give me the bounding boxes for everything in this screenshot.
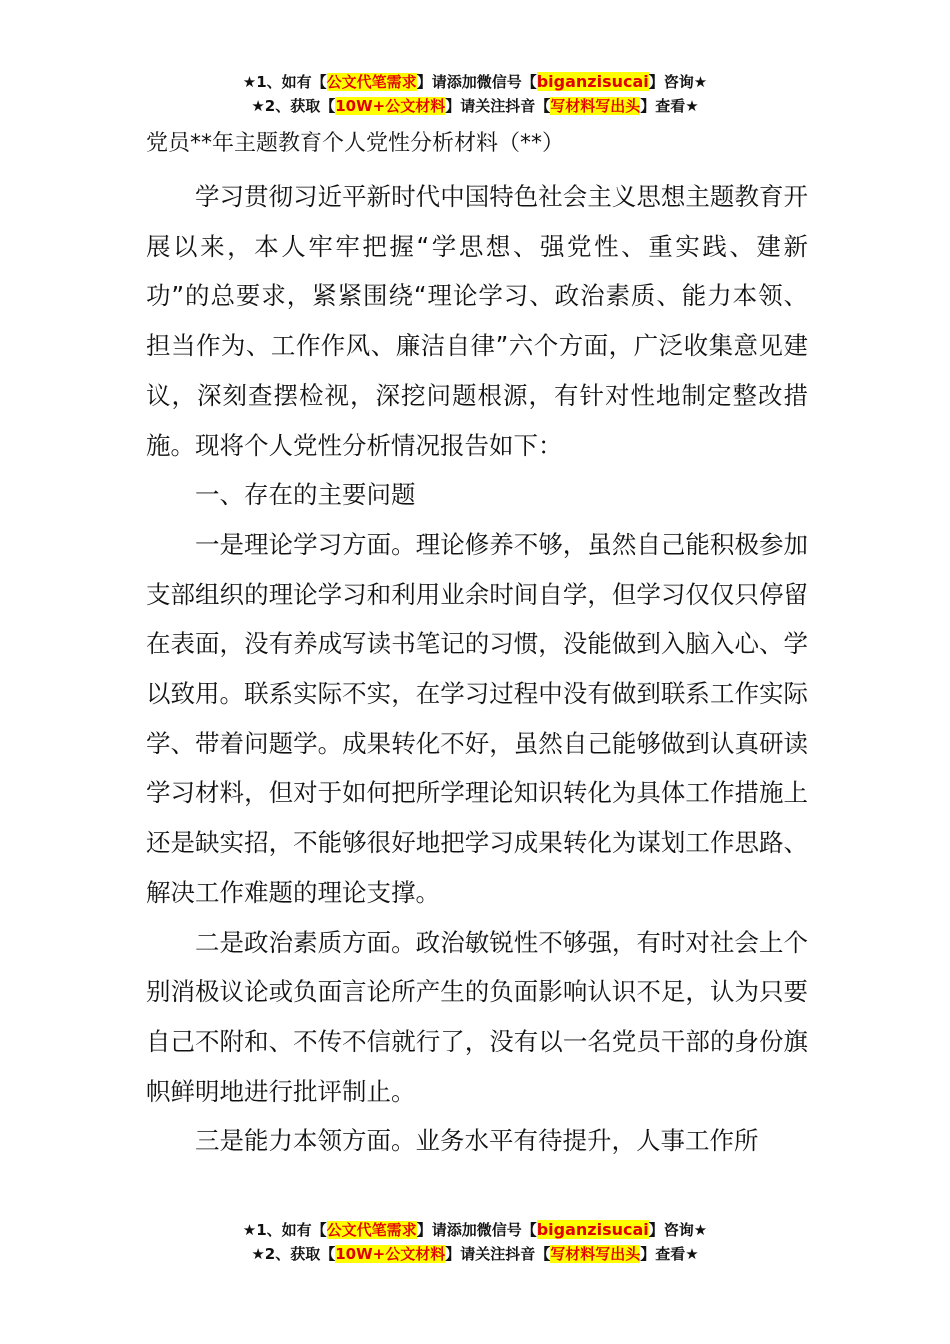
promo-text: ★2、获取【 [251,1245,336,1263]
promo-text: ★2、获取【 [251,97,336,115]
body-paragraph: 二是政治素质方面。政治敏锐性不够强，有时对社会上个别消极议论或负面言论所产生的负面影响认识不足，认为只要自己不附和、不传不信就行了，没有以一名党员干部的身份旗帜鲜明地进行批评制止。 [146,927,808,1106]
promo-line-2 [0,1242,950,1266]
douyin-highlight: 写材料写出头 [550,1245,641,1263]
promo-highlight: 10W+公文材料 [335,1245,446,1263]
promo-text: 】查看★ [640,1245,699,1263]
promo-line-2 [0,94,950,118]
promo-highlight: 10W+公文材料 [335,97,446,115]
promo-text: 】请添加微信号【 [416,73,537,91]
promo-highlight: 公文代笔需求 [326,1221,417,1239]
promo-text: 】咨询★ [648,73,708,91]
intro-paragraph: 学习贯彻习近平新时代中国特色社会主义思想主题教育开展以来，本人牢牢把握“学思想、强党性、重实践、建新功”的总要求，紧紧围绕“理论学习、政治素质、能力本领、担当作为、工作作风、廉洁自律”六个方面，广泛收集意见建议，深刻查摆检视，深挖问题根源，有针对性地制定整改措施。现将个人党性分析情况报告如下： [146,182,808,460]
douyin-highlight: 写材料写出头 [550,97,641,115]
promo-line-1 [0,1218,950,1242]
promo-text: 】请关注抖音【 [445,1245,551,1263]
promo-line-1 [0,70,950,94]
document-title: 党员**年主题教育个人党性分析材料（**） [146,131,565,156]
promo-text: 】咨询★ [648,1221,708,1239]
wechat-id-highlight: biganzisucai [536,1220,649,1239]
promo-text: 】查看★ [640,97,699,115]
promo-highlight: 公文代笔需求 [326,73,417,91]
section-heading: 一、存在的主要问题 [195,480,416,510]
promo-text: ★1、如有【 [242,73,327,91]
document-body [146,172,808,1166]
promo-text: 】请关注抖音【 [445,97,551,115]
wechat-id-highlight: biganzisucai [536,72,649,91]
body-paragraph: 三是能力本领方面。业务水平有待提升，人事工作所 [195,1126,759,1156]
promo-text: 】请添加微信号【 [416,1221,537,1239]
promo-banner-top [0,70,950,118]
body-paragraph: 一是理论学习方面。理论修养不够，虽然自己能积极参加支部组织的理论学习和利用业余时间自学，但学习仅仅只停留在表面，没有养成写读书笔记的习惯，没能做到入脑入心、学以致用。联系实际不实，在学习过程中没有做到联系工作实际学、带着问题学。成果转化不好，虽然自己能够做到认真研读学习材料，但对于如何把所学理论知识转化为具体工作措施上还是缺实招，不能够很好地把学习成果转化为谋划工作思路、解决工作难题的理论支撑。 [146,529,808,907]
promo-text: ★1、如有【 [242,1221,327,1239]
promo-banner-bottom [0,1218,950,1266]
